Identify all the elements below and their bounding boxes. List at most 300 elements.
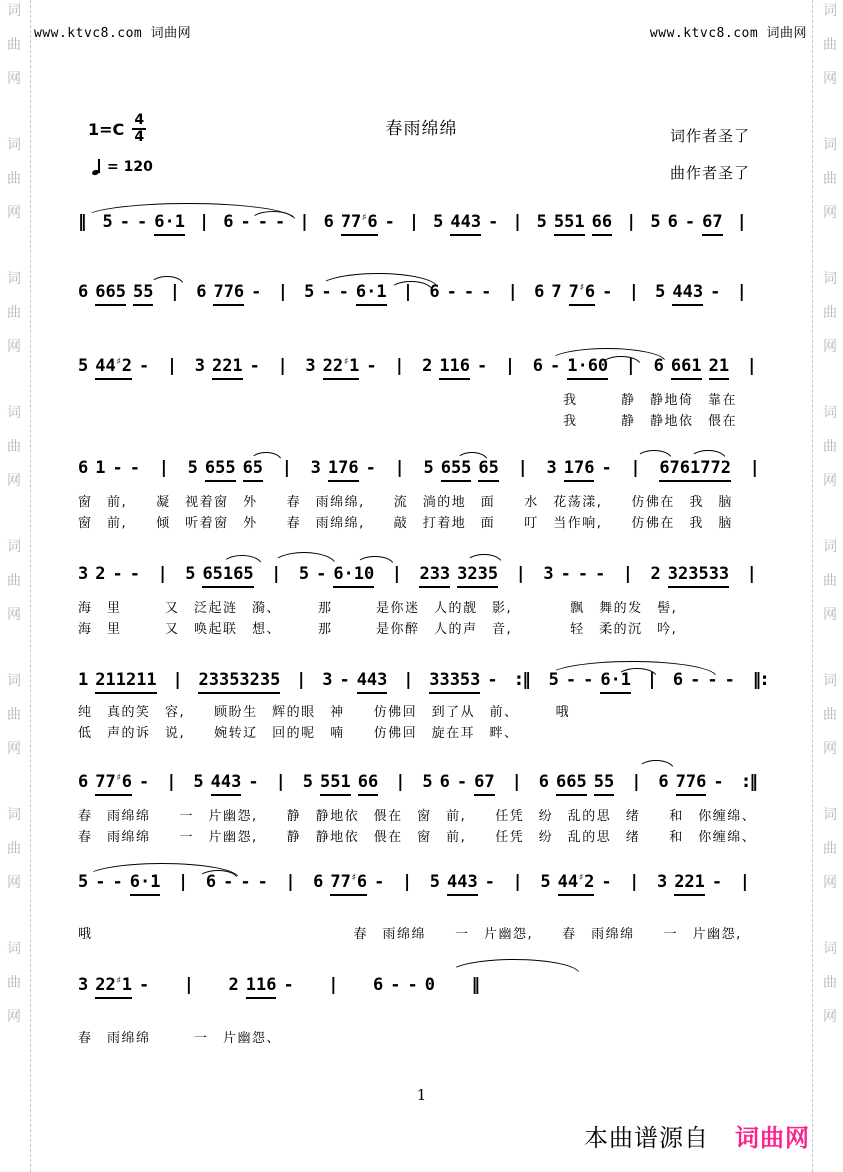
measure	[547, 458, 612, 482]
note: 3	[656, 872, 668, 892]
right-watermark-column	[820, 4, 840, 1076]
measure	[196, 282, 261, 306]
note: 6	[313, 872, 324, 892]
beamed-note-group: 655	[441, 458, 472, 482]
beamed-note-group: 33353	[429, 670, 480, 694]
slur	[272, 552, 336, 565]
note: 0	[424, 975, 435, 995]
sharp-icon: ♯	[350, 872, 357, 884]
barline: |	[279, 282, 286, 302]
lyric-line: 我 静 静地依 偎在	[563, 414, 738, 429]
lyric-line: 海 里 又 泛起涟 漪、 那 是你迷 人的靓 影, 飘 舞的发 髻,	[78, 601, 678, 616]
score-line-5	[78, 564, 755, 640]
watermark-char: 曲	[7, 305, 21, 321]
watermark-char: 网	[7, 339, 21, 355]
barline: ‖	[78, 212, 87, 232]
note: 6	[78, 282, 89, 302]
note: 5	[193, 772, 204, 792]
note: -	[484, 872, 495, 892]
note: -	[463, 282, 475, 302]
watermark-char: 曲	[7, 841, 21, 857]
barline: |	[624, 564, 632, 584]
note: 1	[95, 458, 106, 478]
note: -	[251, 282, 262, 302]
note: 2	[422, 356, 433, 376]
measure	[311, 458, 376, 482]
beamed-note-group: 116	[246, 975, 277, 999]
beamed-note-group: 6·1	[356, 282, 387, 306]
beamed-note-group: 655	[205, 458, 236, 482]
sharp-icon: ♯	[578, 282, 585, 294]
measure	[324, 212, 395, 236]
barline: |	[301, 212, 308, 232]
notation-row	[78, 975, 480, 1001]
note: 6	[534, 282, 545, 302]
slur	[448, 959, 580, 974]
note: -	[321, 282, 332, 302]
barline: ‖	[471, 975, 480, 995]
beamed-note-group: 776	[213, 282, 244, 306]
measure	[305, 356, 376, 380]
lyricist-credit: 词作者圣了	[670, 127, 751, 145]
watermark-char: 词	[823, 137, 837, 153]
time-denominator: 4	[134, 129, 145, 145]
barline: |	[741, 872, 748, 892]
note: 6	[223, 212, 234, 232]
barline: |	[283, 458, 290, 478]
watermark-char: 词	[7, 807, 21, 823]
barline: |	[404, 282, 412, 302]
note: 6	[205, 872, 217, 892]
note: 5	[433, 212, 444, 232]
watermark-group	[7, 540, 21, 622]
beamed-note-group: 1·60	[567, 356, 608, 380]
note: -	[602, 282, 613, 302]
measure	[430, 872, 495, 896]
note: -	[366, 356, 377, 376]
beamed-note-group: 6761772	[659, 458, 731, 482]
measure	[78, 458, 140, 480]
note: -	[129, 564, 140, 584]
note: 6	[672, 670, 684, 690]
note: -	[724, 670, 735, 690]
note: -	[139, 975, 150, 995]
time-numerator: 4	[134, 112, 145, 128]
note: 6	[78, 458, 89, 478]
measure	[422, 356, 487, 380]
note: -	[601, 458, 612, 478]
lyric-line: 纯 真的笑 容, 顾盼生 辉的眼 神 仿佛回 到了从 前、 哦	[78, 705, 571, 720]
measure	[303, 772, 378, 796]
note: -	[137, 212, 148, 232]
barline: |	[279, 356, 286, 376]
watermark-char: 网	[823, 339, 837, 355]
barline: |	[396, 458, 403, 478]
barline: |	[506, 356, 514, 376]
measure	[429, 670, 497, 694]
note: -	[407, 975, 418, 995]
beamed-note-group: 443	[447, 872, 478, 896]
beamed-note-group: 176	[564, 458, 595, 482]
beamed-note-group: 776	[676, 772, 707, 796]
note: -	[374, 872, 385, 892]
barline: |	[751, 458, 758, 478]
note: -	[601, 872, 612, 892]
watermark-char: 网	[823, 741, 837, 757]
beamed-note-group: 551	[554, 212, 585, 236]
watermark-group	[823, 808, 837, 890]
beamed-note-group: 665	[95, 282, 126, 306]
barline: |	[405, 670, 412, 690]
credits-block	[670, 118, 750, 192]
note: -	[446, 282, 457, 302]
sharp-icon: ♯	[343, 356, 350, 368]
barline: :‖	[515, 670, 531, 690]
barline: |	[160, 458, 167, 478]
barline: |	[513, 772, 520, 792]
barline: |	[748, 356, 755, 376]
note: 5	[423, 458, 434, 478]
lyric-line: 海 里 又 唤起联 想、 那 是你醉 人的声 音, 轻 柔的沉 吟,	[78, 622, 678, 637]
footer-brand[interactable]: 词曲网	[735, 1124, 810, 1152]
measure	[429, 282, 491, 304]
note: -	[339, 670, 350, 690]
watermark-char: 网	[7, 741, 21, 757]
barline: |	[298, 670, 305, 690]
watermark-char: 词	[823, 941, 837, 957]
measure	[78, 772, 149, 796]
measure	[193, 772, 258, 796]
watermark-char: 曲	[823, 171, 837, 187]
note: -	[275, 212, 286, 232]
barline: |	[519, 458, 526, 478]
note: 3	[543, 564, 554, 584]
note: -	[713, 772, 724, 792]
beamed-note-group: 211211	[95, 670, 156, 694]
beamed-note-group: 221	[674, 872, 705, 896]
measure	[433, 212, 498, 236]
measure	[658, 772, 723, 796]
measure	[195, 356, 260, 380]
measure	[651, 564, 730, 588]
watermark-char: 网	[7, 473, 21, 489]
watermark-char: 词	[823, 271, 837, 287]
note: 2	[95, 564, 106, 584]
watermark-group	[823, 272, 837, 354]
score-line-8	[78, 872, 748, 945]
slur	[466, 554, 502, 563]
beamed-note-group: 233	[419, 564, 450, 588]
note: -	[595, 564, 606, 584]
note: 5	[302, 772, 314, 792]
watermark-char: 网	[823, 875, 837, 891]
barline: |	[648, 670, 656, 690]
watermark-char: 网	[7, 71, 21, 87]
barline: |	[277, 772, 284, 792]
note: -	[390, 975, 401, 995]
note: 5	[304, 282, 315, 302]
beamed-note-group: 116	[439, 356, 470, 380]
note: 5	[185, 564, 196, 584]
beamed-note-group: 55	[133, 282, 153, 306]
note: -	[283, 975, 294, 995]
score-line-9	[78, 975, 480, 1049]
beamed-note-group: 6·1	[130, 872, 161, 896]
barline: |	[627, 356, 634, 376]
beamed-note-group: 6·1	[154, 212, 185, 236]
beamed-note-group: 65165	[202, 564, 253, 588]
watermark-group	[823, 942, 837, 1024]
beamed-note-group: 176	[328, 458, 359, 482]
watermark-char: 词	[7, 3, 21, 19]
page-number: 1	[416, 1086, 427, 1104]
watermark-char: 曲	[823, 305, 837, 321]
note: 6	[196, 282, 207, 302]
beamed-note-group: 3235	[457, 564, 498, 588]
slur	[638, 760, 674, 769]
note: -	[560, 564, 571, 584]
lyric-line: 窗 前, 倾 听着窗 外 春 雨绵绵, 敲 打着地 面 叮 当作响, 仿佛在 我 脑	[78, 516, 733, 531]
slur	[636, 450, 672, 459]
watermark-char: 曲	[7, 171, 21, 187]
note: 1	[78, 670, 89, 690]
beamed-note-group: 443	[357, 670, 388, 694]
note: -	[710, 282, 721, 302]
note: 5	[650, 212, 661, 232]
score-line-7	[78, 772, 758, 848]
note: 5	[298, 564, 310, 584]
score-line-4	[78, 458, 758, 534]
watermark-char: 曲	[7, 37, 21, 53]
note: 3	[78, 975, 89, 995]
barline: |	[287, 872, 294, 892]
beamed-note-group: 55	[594, 772, 614, 796]
slur	[456, 452, 488, 461]
beamed-note-group: 21	[709, 356, 729, 380]
lyric-line: 春 雨绵绵 一 片幽怨, 静 静地依 偎在 窗 前, 任凭 纷 乱的思 绪 和 你缠绵、	[78, 809, 757, 824]
barline: |	[171, 282, 178, 302]
measure	[537, 212, 612, 236]
watermark-group	[7, 138, 21, 220]
measure	[539, 772, 614, 796]
note: -	[577, 564, 589, 584]
watermark-char: 词	[823, 807, 837, 823]
barline: |	[168, 772, 175, 792]
lyric-line: 春 雨绵绵 一 片幽怨、	[78, 1031, 282, 1046]
measure	[185, 564, 253, 588]
barline: |	[738, 282, 745, 302]
sharp-icon: ♯	[115, 975, 122, 987]
watermark-char: 曲	[7, 439, 21, 455]
note: 3	[305, 356, 316, 376]
watermark-char: 网	[823, 1009, 837, 1025]
beamed-note-group: 67	[702, 212, 722, 236]
watermark-group	[7, 942, 21, 1024]
barline: |	[631, 872, 638, 892]
note: -	[487, 670, 498, 690]
watermark-group	[7, 674, 21, 756]
barline: |	[159, 564, 166, 584]
note: -	[583, 670, 594, 690]
barline: |	[630, 282, 637, 302]
note: 6	[429, 282, 440, 302]
note: 5	[655, 282, 666, 302]
watermark-char: 词	[823, 3, 837, 19]
note: 5	[548, 670, 559, 690]
note: -	[223, 872, 234, 892]
composer-credit: 曲作者圣了	[670, 164, 751, 182]
watermark-char: 词	[7, 137, 21, 153]
header-left-url[interactable]: www.ktvc8.com 词曲网	[34, 26, 192, 41]
watermark-char: 曲	[823, 439, 837, 455]
score-line-3	[78, 356, 755, 432]
watermark-char: 词	[823, 539, 837, 555]
barline: |	[517, 564, 524, 584]
lyric-line: 哦 春 雨绵绵 一 片幽怨, 春 雨绵绵 一 片幽怨,	[78, 927, 742, 942]
note: -	[249, 356, 260, 376]
measure	[423, 458, 498, 482]
measure	[78, 975, 149, 999]
barline: |	[201, 212, 208, 232]
watermark-group	[823, 540, 837, 622]
note: 5	[429, 872, 441, 892]
measure	[188, 458, 263, 482]
note: 3	[322, 670, 333, 690]
barline: |	[514, 872, 521, 892]
sharp-icon: ♯	[115, 356, 122, 368]
header-right-url[interactable]: www.ktvc8.com 词曲网	[649, 26, 807, 41]
notation-row	[78, 772, 758, 798]
beamed-note-group: 77♯6	[341, 212, 378, 236]
watermark-char: 词	[7, 271, 21, 287]
note: -	[707, 670, 718, 690]
note: 2	[228, 975, 239, 995]
sharp-icon: ♯	[361, 212, 368, 224]
note: -	[711, 872, 723, 892]
beamed-note-group: 221	[212, 356, 243, 380]
note: -	[565, 670, 577, 690]
quarter-note-icon	[92, 158, 103, 175]
measure	[78, 670, 157, 694]
beamed-note-group: 67	[474, 772, 494, 796]
barline: |	[633, 772, 640, 792]
beamed-note-group: 66	[358, 772, 378, 796]
watermark-char: 曲	[823, 573, 837, 589]
note: -	[690, 670, 701, 690]
note: -	[365, 458, 376, 478]
tempo-value: = 120	[107, 159, 153, 175]
barline: :‖	[742, 772, 758, 792]
tempo-marking	[92, 158, 153, 175]
note: 3	[78, 564, 89, 584]
note: 6	[658, 772, 669, 792]
note: 6	[653, 356, 664, 376]
song-title: 春雨绵绵	[385, 119, 458, 139]
footer-source-label: 本曲谱源自	[584, 1124, 709, 1152]
measure	[78, 564, 140, 586]
barline: |	[273, 564, 280, 584]
barline: |	[403, 872, 411, 892]
watermark-char: 词	[823, 673, 837, 689]
watermark-char: 曲	[823, 37, 837, 53]
measure	[655, 282, 720, 306]
measure	[373, 975, 435, 997]
barline: |	[509, 282, 516, 302]
measure	[322, 670, 387, 694]
note: -	[139, 356, 150, 376]
beamed-note-group: 65	[478, 458, 498, 482]
left-margin-rule	[30, 0, 31, 1172]
barline: |	[410, 212, 418, 232]
barline: |	[396, 356, 403, 376]
time-signature	[132, 114, 146, 144]
measure	[299, 564, 374, 588]
score-line-6	[78, 670, 768, 744]
watermark-char: 词	[7, 405, 21, 421]
barline: |	[174, 670, 181, 690]
watermark-char: 网	[7, 607, 21, 623]
watermark-char: 网	[7, 205, 21, 221]
beamed-note-group: 23353235	[198, 670, 280, 694]
measure	[657, 872, 722, 896]
watermark-char: 曲	[823, 841, 837, 857]
beamed-note-group: 44♯2	[95, 356, 132, 380]
beamed-note-group: 22♯1	[95, 975, 132, 999]
note: 6	[78, 772, 89, 792]
measure	[543, 564, 605, 586]
watermark-group	[823, 4, 837, 86]
watermark-char: 网	[823, 473, 837, 489]
watermark-char: 曲	[7, 707, 21, 723]
watermark-group	[823, 138, 837, 220]
note: -	[112, 564, 123, 584]
footer-source	[584, 1118, 810, 1153]
note: -	[488, 212, 499, 232]
watermark-char: 网	[7, 875, 21, 891]
beamed-note-group: 22♯1	[323, 356, 360, 380]
note: -	[240, 212, 251, 232]
beamed-note-group: 443	[450, 212, 481, 236]
watermark-char: 词	[7, 539, 21, 555]
note: -	[481, 282, 492, 302]
watermark-char: 曲	[823, 975, 837, 991]
note: -	[384, 212, 395, 232]
note: -	[549, 356, 561, 376]
watermark-char: 曲	[823, 707, 837, 723]
watermark-char: 曲	[7, 975, 21, 991]
measure	[313, 872, 384, 896]
measure	[659, 458, 731, 482]
barline: |	[180, 872, 187, 892]
watermark-group	[7, 272, 21, 354]
beamed-note-group: 551	[320, 772, 351, 796]
beamed-note-group: 6·10	[333, 564, 374, 588]
note: -	[257, 212, 269, 232]
note: -	[248, 772, 259, 792]
note: 3	[546, 458, 557, 478]
note: -	[684, 212, 696, 232]
note: 5	[102, 212, 113, 232]
key-label: 1=C	[88, 119, 125, 139]
watermark-char: 网	[7, 1009, 21, 1025]
barline: |	[397, 772, 404, 792]
barline: |	[628, 212, 635, 232]
watermark-group	[823, 406, 837, 488]
note: -	[316, 564, 327, 584]
left-watermark-column	[4, 4, 24, 1076]
barline: |	[738, 212, 745, 232]
note: 6	[532, 356, 543, 376]
